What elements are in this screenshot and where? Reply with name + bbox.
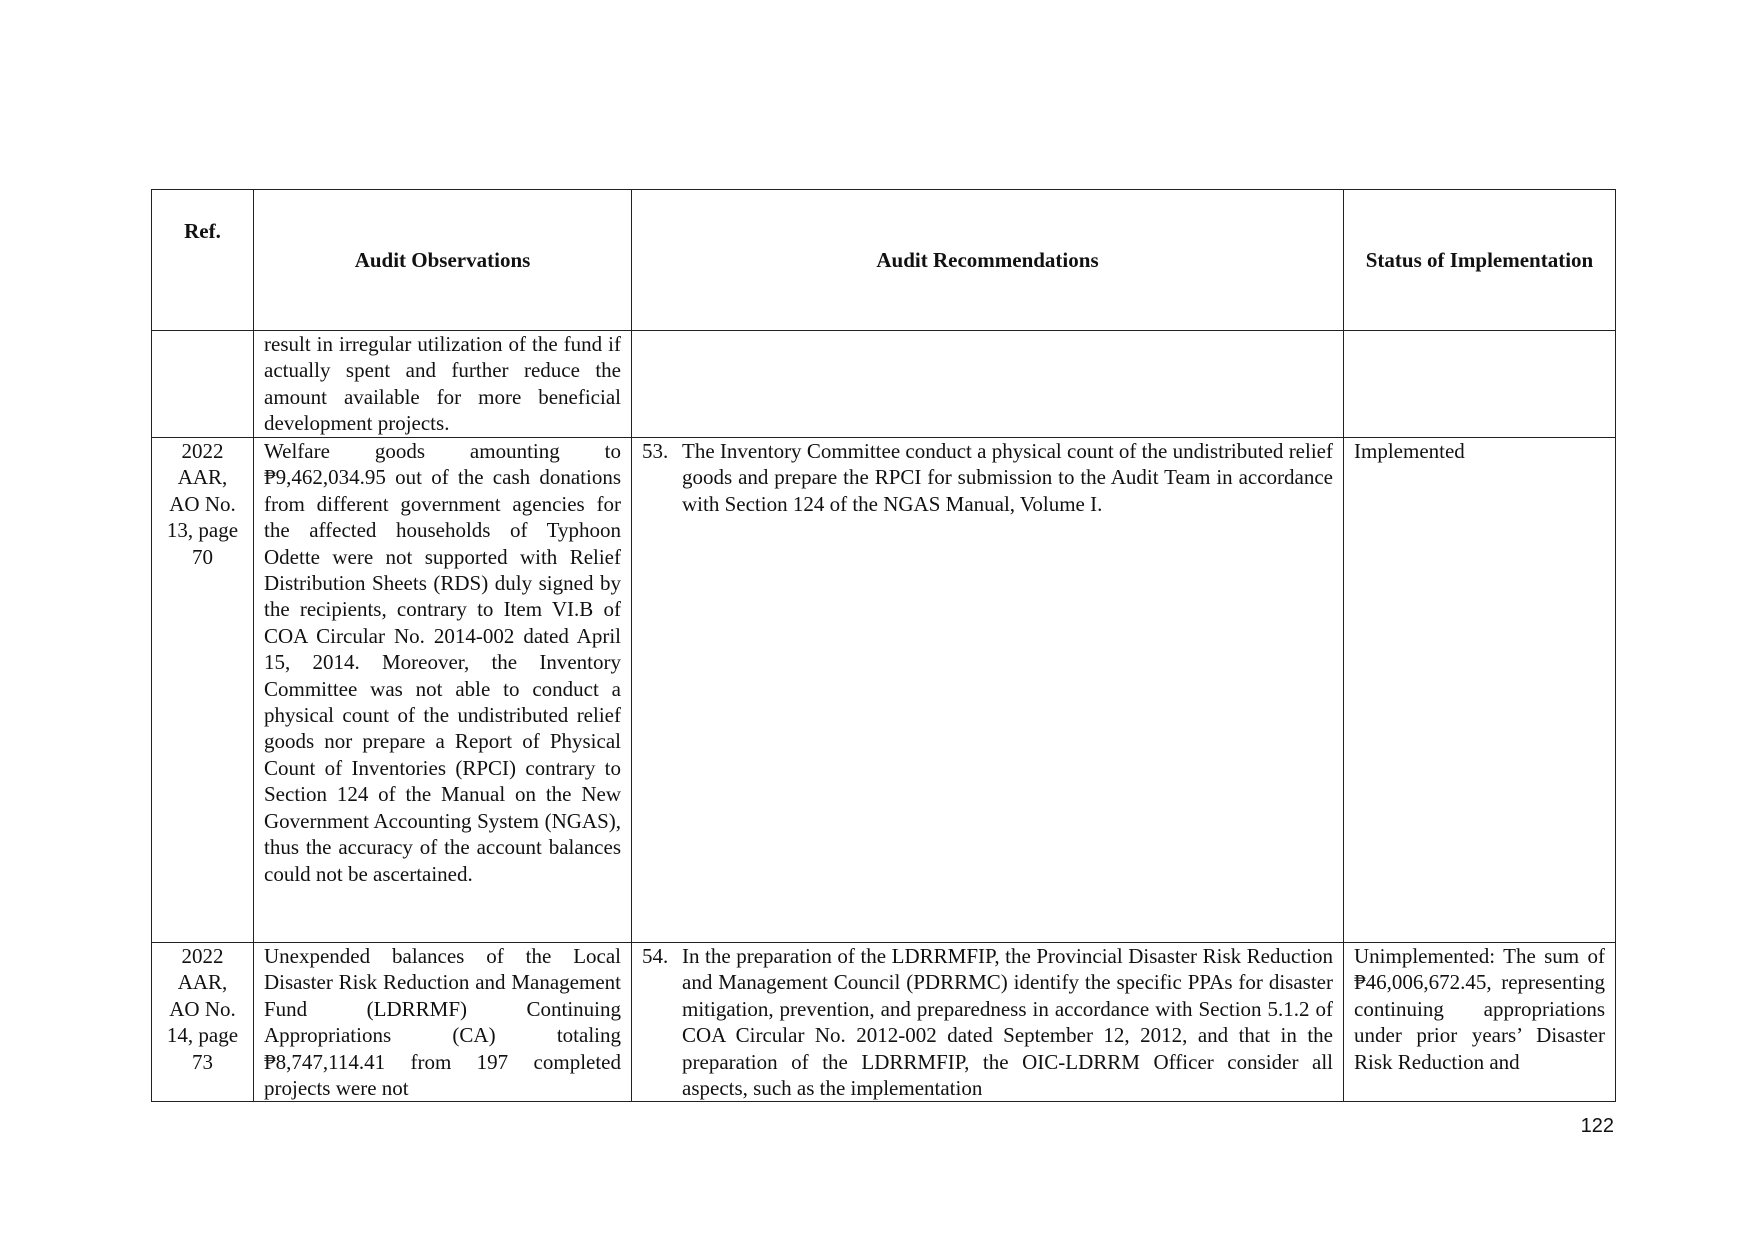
- recommendation-cell: [632, 438, 1344, 943]
- header-ref: Ref.: [152, 190, 254, 331]
- table-row: [152, 943, 1616, 1102]
- page-number: 122: [1580, 1115, 1614, 1137]
- ref-cell: 2022 AAR, AO No. 13, page 70: [152, 438, 254, 943]
- observation-cell: Unexpended balances of the Local Disaster Risk Reduction and Management Fund (LDRRMF) Continuing Appropriations (CA) totaling ₱8,747,114.41 from 197 completed projects were not: [254, 943, 632, 1102]
- header-recommendations: Audit Recommendations: [632, 190, 1344, 331]
- status-cell: Unimplemented: The sum of ₱46,006,672.45, representing continuing appropriations under prior years’ Disaster Risk Reduction and: [1344, 943, 1616, 1102]
- recommendation-text: In the preparation of the LDRRMFIP, the Provincial Disaster Risk Reduction and Management Council (PDRRMC) identify the specific PPAs for disaster mitigation, prevention, and preparedness in accordance with Section 5.1.2 of COA Circular No. 2012-002 dated September 12, 2012, and that in the preparation of the LDRRMFIP, the OIC-LDRRM Officer consider all aspects, such as the implementation: [682, 944, 1333, 1101]
- header-status: Status of Implementation: [1344, 190, 1616, 331]
- recommendation-number: 54.: [642, 944, 669, 968]
- table-row: [152, 438, 1616, 943]
- status-cell: Implemented: [1344, 438, 1616, 943]
- recommendation-number: 53.: [642, 439, 669, 463]
- status-cell: [1344, 331, 1616, 438]
- header-observations: Audit Observations: [254, 190, 632, 331]
- recommendation-cell: [632, 331, 1344, 438]
- ref-cell: 2022 AAR, AO No. 14, page 73: [152, 943, 254, 1102]
- ref-cell: [152, 331, 254, 438]
- observation-cell: Welfare goods amounting to ₱9,462,034.95 out of the cash donations from different government agencies for the affected households of Typhoon Odette were not supported with Relief Distribution Sheets (RDS) duly signed by the recipients, contrary to Item VI.B of COA Circular No. 2014-002 dated April 15, 2014. Moreover, the Inventory Committee was not able to conduct a physical count of the undistributed relief goods nor prepare a Report of Physical Count of Inventories (RPCI) contrary to Section 124 of the Manual on the New Government Accounting System (NGAS), thus the accuracy of the account balances could not be ascertained.: [254, 438, 632, 943]
- header-row: [152, 190, 1616, 331]
- observation-cell: result in irregular utilization of the fund if actually spent and further reduce the amount available for more beneficial development projects.: [254, 331, 632, 438]
- audit-table: [151, 189, 1616, 1102]
- recommendation-cell: [632, 943, 1344, 1102]
- recommendation-text: The Inventory Committee conduct a physical count of the undistributed relief goods and prepare the RPCI for submission to the Audit Team in accordance with Section 124 of the NGAS Manual, Volume I.: [682, 439, 1333, 516]
- table-row: [152, 331, 1616, 438]
